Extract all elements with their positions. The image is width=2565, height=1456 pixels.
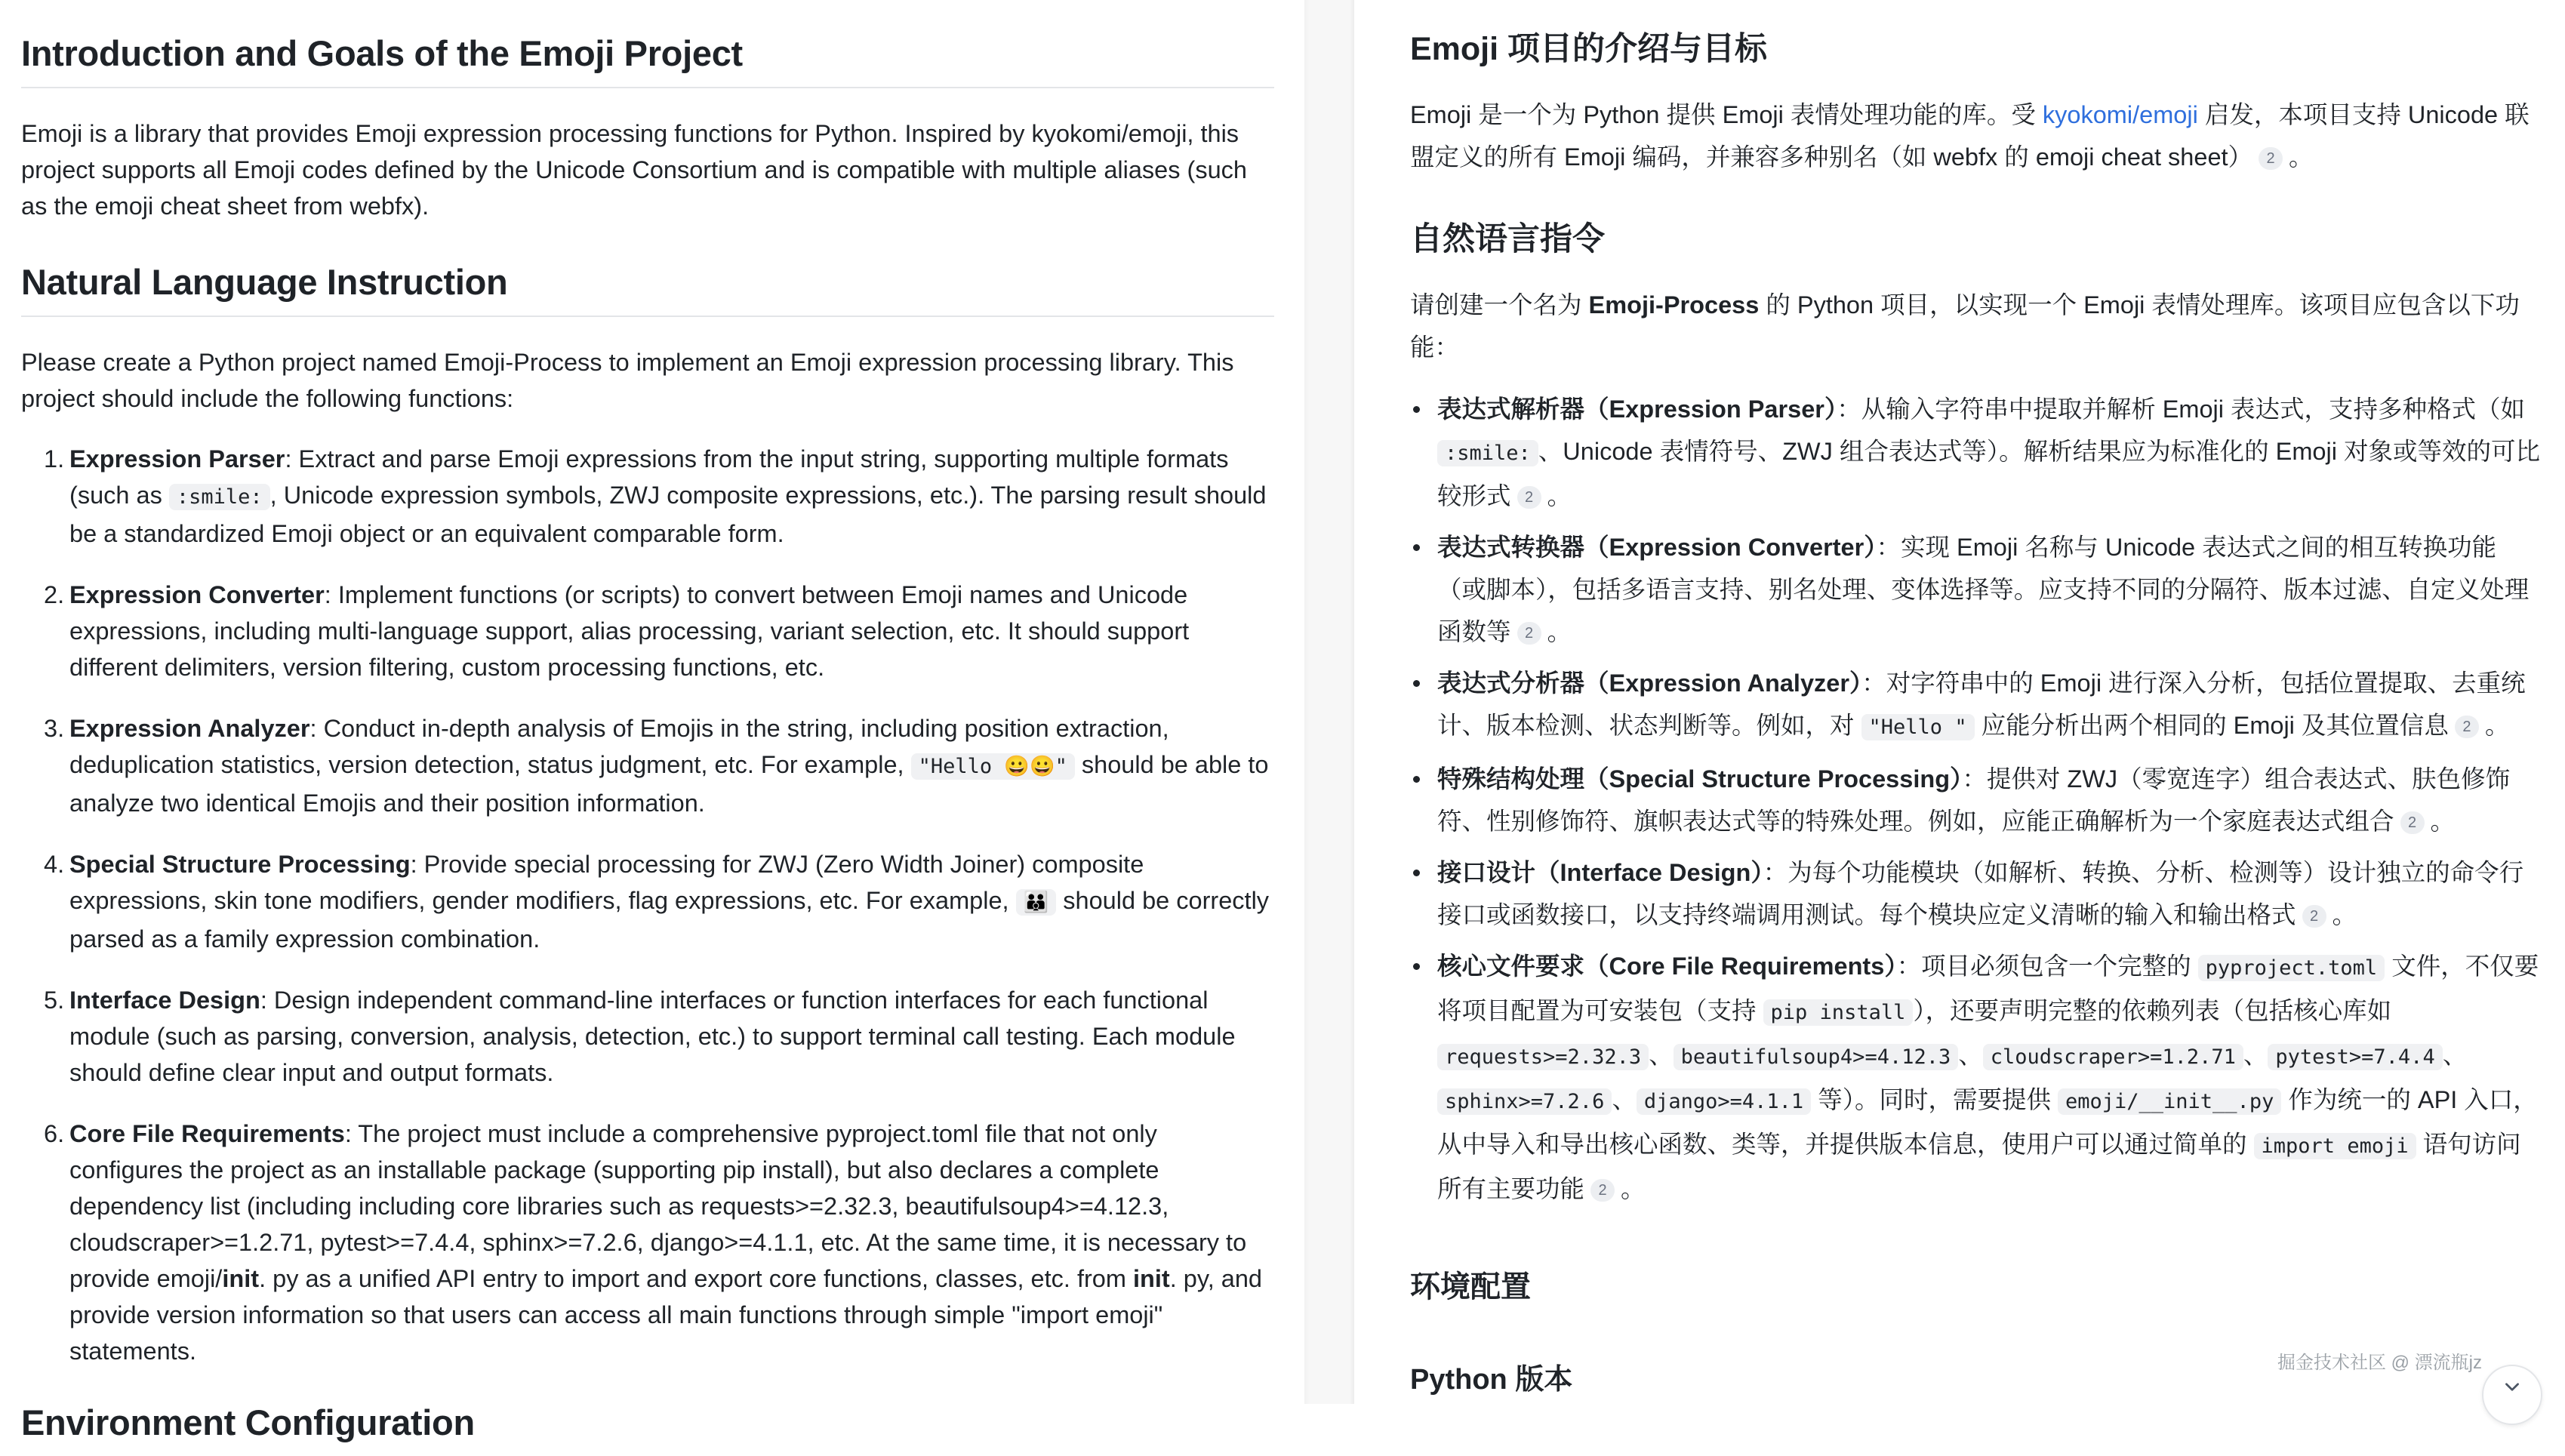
inline-code: emoji/__init__.py — [2058, 1088, 2281, 1115]
chevron-down-icon — [2502, 1377, 2522, 1396]
list-item: 3. Expression Analyzer: Conduct in-depth analysis of Emojis in the string, including position extraction, deduplication statistics, version detection, status judgment, etc. For example, "Hello 😀😀" should be able to analyze two identical Emojis and their position information. — [44, 715, 1269, 817]
inline-code: django>=4.1.1 — [1637, 1088, 1811, 1115]
item-title: 核心文件要求（Core File Requirements） — [1437, 952, 1897, 980]
list-item: 1. Expression Parser: Extract and parse Emoji expressions from the input string, supporting multiple formats (such as :smile: , Unicode expression symbols, ZWJ composite expressions, etc.). The parsing result should be a standardized Emoji object or an equivalent comparable form. — [44, 445, 1267, 548]
item-title: 表达式转换器（Expression Converter） — [1437, 533, 1877, 561]
function-list — [21, 441, 1274, 1369]
list-item: 表达式分析器（Expression Analyzer）：对字符串中的 Emoji 进行深入分析，包括位置提取、去重统计、版本检测、状态判断等。例如，对 "Hello " 应能分析出两个相同的 Emoji 及其位置信息 2 。 — [1410, 662, 2542, 749]
item-title: 特殊结构处理（Special Structure Processing） — [1437, 765, 1963, 793]
list-item: 6. Core File Requirements: The project must include a comprehensive pyproject.toml file that not only configures the project as an installable package (supporting pip install), but also declares a complete dependency list (including including core libraries such as requests>=2.32.3, beautifulsoup4>=4.12.3, cloudscraper>=1.2.71, pytest>=7.4.4, sphinx>=7.2.6, django>=4.1.1, etc. At the same time, it is necessary to provide emoji/init. py as a unified API entry to import and export core functions, classes, etc. from init. py, and provide version information so that users can access all main functions through simple "import emoji" statements. — [44, 1120, 1262, 1365]
pane-divider[interactable] — [1304, 0, 1354, 1404]
item-title: Core File Requirements — [69, 1120, 345, 1148]
environment-heading-zh: 环境配置 — [1410, 1270, 1531, 1304]
citation-badge[interactable]: 2 — [1590, 1179, 1615, 1202]
inline-code: :smile: — [1437, 440, 1538, 466]
kyokomi-emoji-link[interactable]: kyokomi/emoji — [2042, 100, 2198, 128]
instruction-paragraph-zh: 请创建一个名为 Emoji-Process 的 Python 项目，以实现一个 Emoji 表情处理库。该项目应包含以下功能： — [1410, 291, 2520, 361]
item-title: 接口设计（Interface Design） — [1437, 858, 1763, 886]
citation-badge[interactable]: 2 — [2455, 716, 2479, 738]
function-list-zh — [1410, 388, 2542, 1210]
intro-heading: Introduction and Goals of the Emoji Project — [21, 30, 1274, 88]
inline-code: beautifulsoup4>=4.12.3 — [1674, 1044, 1959, 1070]
python-version-heading: Python 版本 — [1410, 1363, 1573, 1396]
list-item: 表达式解析器（Expression Parser）：从输入字符串中提取并解析 Emoji 表达式，支持多种格式（如 :smile: 、Unicode 表情符号、ZWJ 组合表达式等）。解析结果应为标准化的 Emoji 对象或等效的可比较形式 2 。 — [1410, 388, 2542, 517]
inline-code: requests>=2.32.3 — [1437, 1044, 1649, 1070]
environment-heading: Environment Configuration — [21, 1402, 475, 1443]
instruction-paragraph: Please create a Python project named Emoji-Process to implement an Emoji expression processing library. This project should include the following functions: — [21, 349, 1234, 413]
list-item: 5. Interface Design: Design independent command-line interfaces or function interfaces for each functional module (such as parsing, conversion, analysis, detection, etc.) to support terminal call testing. Each module should define clear input and output formats. — [44, 987, 1236, 1087]
intro-paragraph-zh: Emoji 是一个为 Python 提供 Emoji 表情处理功能的库。受 kyokomi/emoji 启发，本项目支持 Unicode 联盟定义的所有 Emoji 编码，并兼容多种别名（如 webfx 的 emoji cheat sheet） 2 。 — [1410, 100, 2530, 171]
inline-code: pyproject.toml — [2198, 955, 2385, 981]
inline-code: 👪 — [1016, 889, 1057, 916]
item-title: 表达式解析器（Expression Parser） — [1437, 395, 1837, 423]
citation-badge[interactable]: 2 — [2259, 147, 2283, 170]
inline-code: cloudscraper>=1.2.71 — [1983, 1044, 2243, 1070]
list-item: 接口设计（Interface Design）：为每个功能模块（如解析、转换、分析、检测等）设计独立的命令行接口或函数接口，以支持终端调用测试。每个模块应定义清晰的输入和输出格式 2 。 — [1410, 851, 2542, 936]
inline-code: :smile: — [169, 484, 270, 510]
citation-badge[interactable]: 2 — [1517, 486, 1541, 509]
list-item: 特殊结构处理（Special Structure Processing）：提供对 ZWJ（零宽连字）组合表达式、肤色修饰符、性别修饰符、旗帜表达式等的特殊处理。例如，应能正确解析为一个家庭表达式组合 2 。 — [1410, 758, 2542, 842]
list-item: 核心文件要求（Core File Requirements）：项目必须包含一个完整的 pyproject.toml 文件，不仅要将项目配置为可安装包（支持 pip install ），还要声明完整的依赖列表（包括核心库如 requests>=2.32.3 、 beautifulsoup4>=4.12.3 、 cloudscraper>=1.2.71 、 pytest>=7.4.4 、sphinx>=7.2.6 、 django>=4.1.1 等）。同时，需要提供 emoji/__init__.py 作为统一的 API 入口，从中导入和导出核心函数、类等，并提供版本信息，使用户可以通过简单的 import emoji 语句访问所有主要功能 2 。 — [1410, 945, 2542, 1210]
item-title: Expression Parser — [69, 445, 285, 473]
inline-code: "Hello 😀😀" — [911, 753, 1075, 780]
instruction-heading: Natural Language Instruction — [21, 259, 1274, 317]
instruction-heading-zh: 自然语言指令 — [1410, 220, 1605, 257]
intro-heading-zh: Emoji 项目的介绍与目标 — [1410, 31, 1768, 67]
citation-badge[interactable]: 2 — [2400, 811, 2425, 834]
chinese-document-pane — [1354, 0, 2565, 1404]
watermark: 掘金技术社区 @ 漂流瓶jz — [2277, 1353, 2482, 1373]
list-item: 4. Special Structure Processing: Provide special processing for ZWJ (Zero Width Joiner) composite expressions, skin tone modifiers, gender modifiers, flag expressions, etc. For example, 👪 should be correctly parsed as a family expression combination. — [44, 851, 1270, 953]
citation-badge[interactable]: 2 — [1517, 622, 1541, 645]
item-title: Interface Design — [69, 987, 260, 1014]
inline-code: import emoji — [2254, 1133, 2416, 1159]
inline-code: "Hello " — [1861, 714, 1975, 740]
list-item: 2. Expression Converter: Implement functions (or scripts) to convert between Emoji names and Unicode expressions, including multi-language support, alias processing, variant selection, etc. It should support different delimiters, version filtering, custom processing functions, etc. — [44, 581, 1190, 682]
scroll-down-button[interactable] — [2482, 1365, 2542, 1425]
inline-code: sphinx>=7.2.6 — [1437, 1088, 1612, 1115]
inline-code: pip install — [1763, 999, 1914, 1026]
list-item: 表达式转换器（Expression Converter）：实现 Emoji 名称与 Unicode 表达式之间的相互转换功能（或脚本），包括多语言支持、别名处理、变体选择等。应支持不同的分隔符、版本过滤、自定义处理函数等 2 。 — [1410, 526, 2542, 653]
item-title: Special Structure Processing — [69, 851, 411, 879]
intro-paragraph: Emoji is a library that provides Emoji expression processing functions for Python. Inspired by kyokomi/emoji, this project supports all Emoji codes defined by the Unicode Consortium and is compatible with multiple aliases (such as the emoji cheat sheet from webfx). — [21, 120, 1248, 220]
citation-badge[interactable]: 2 — [2302, 905, 2326, 928]
item-title: Expression Analyzer — [69, 715, 310, 743]
item-title: 表达式分析器（Expression Analyzer） — [1437, 669, 1862, 697]
item-title: Expression Converter — [69, 581, 325, 609]
inline-code: pytest>=7.4.4 — [2268, 1044, 2442, 1070]
